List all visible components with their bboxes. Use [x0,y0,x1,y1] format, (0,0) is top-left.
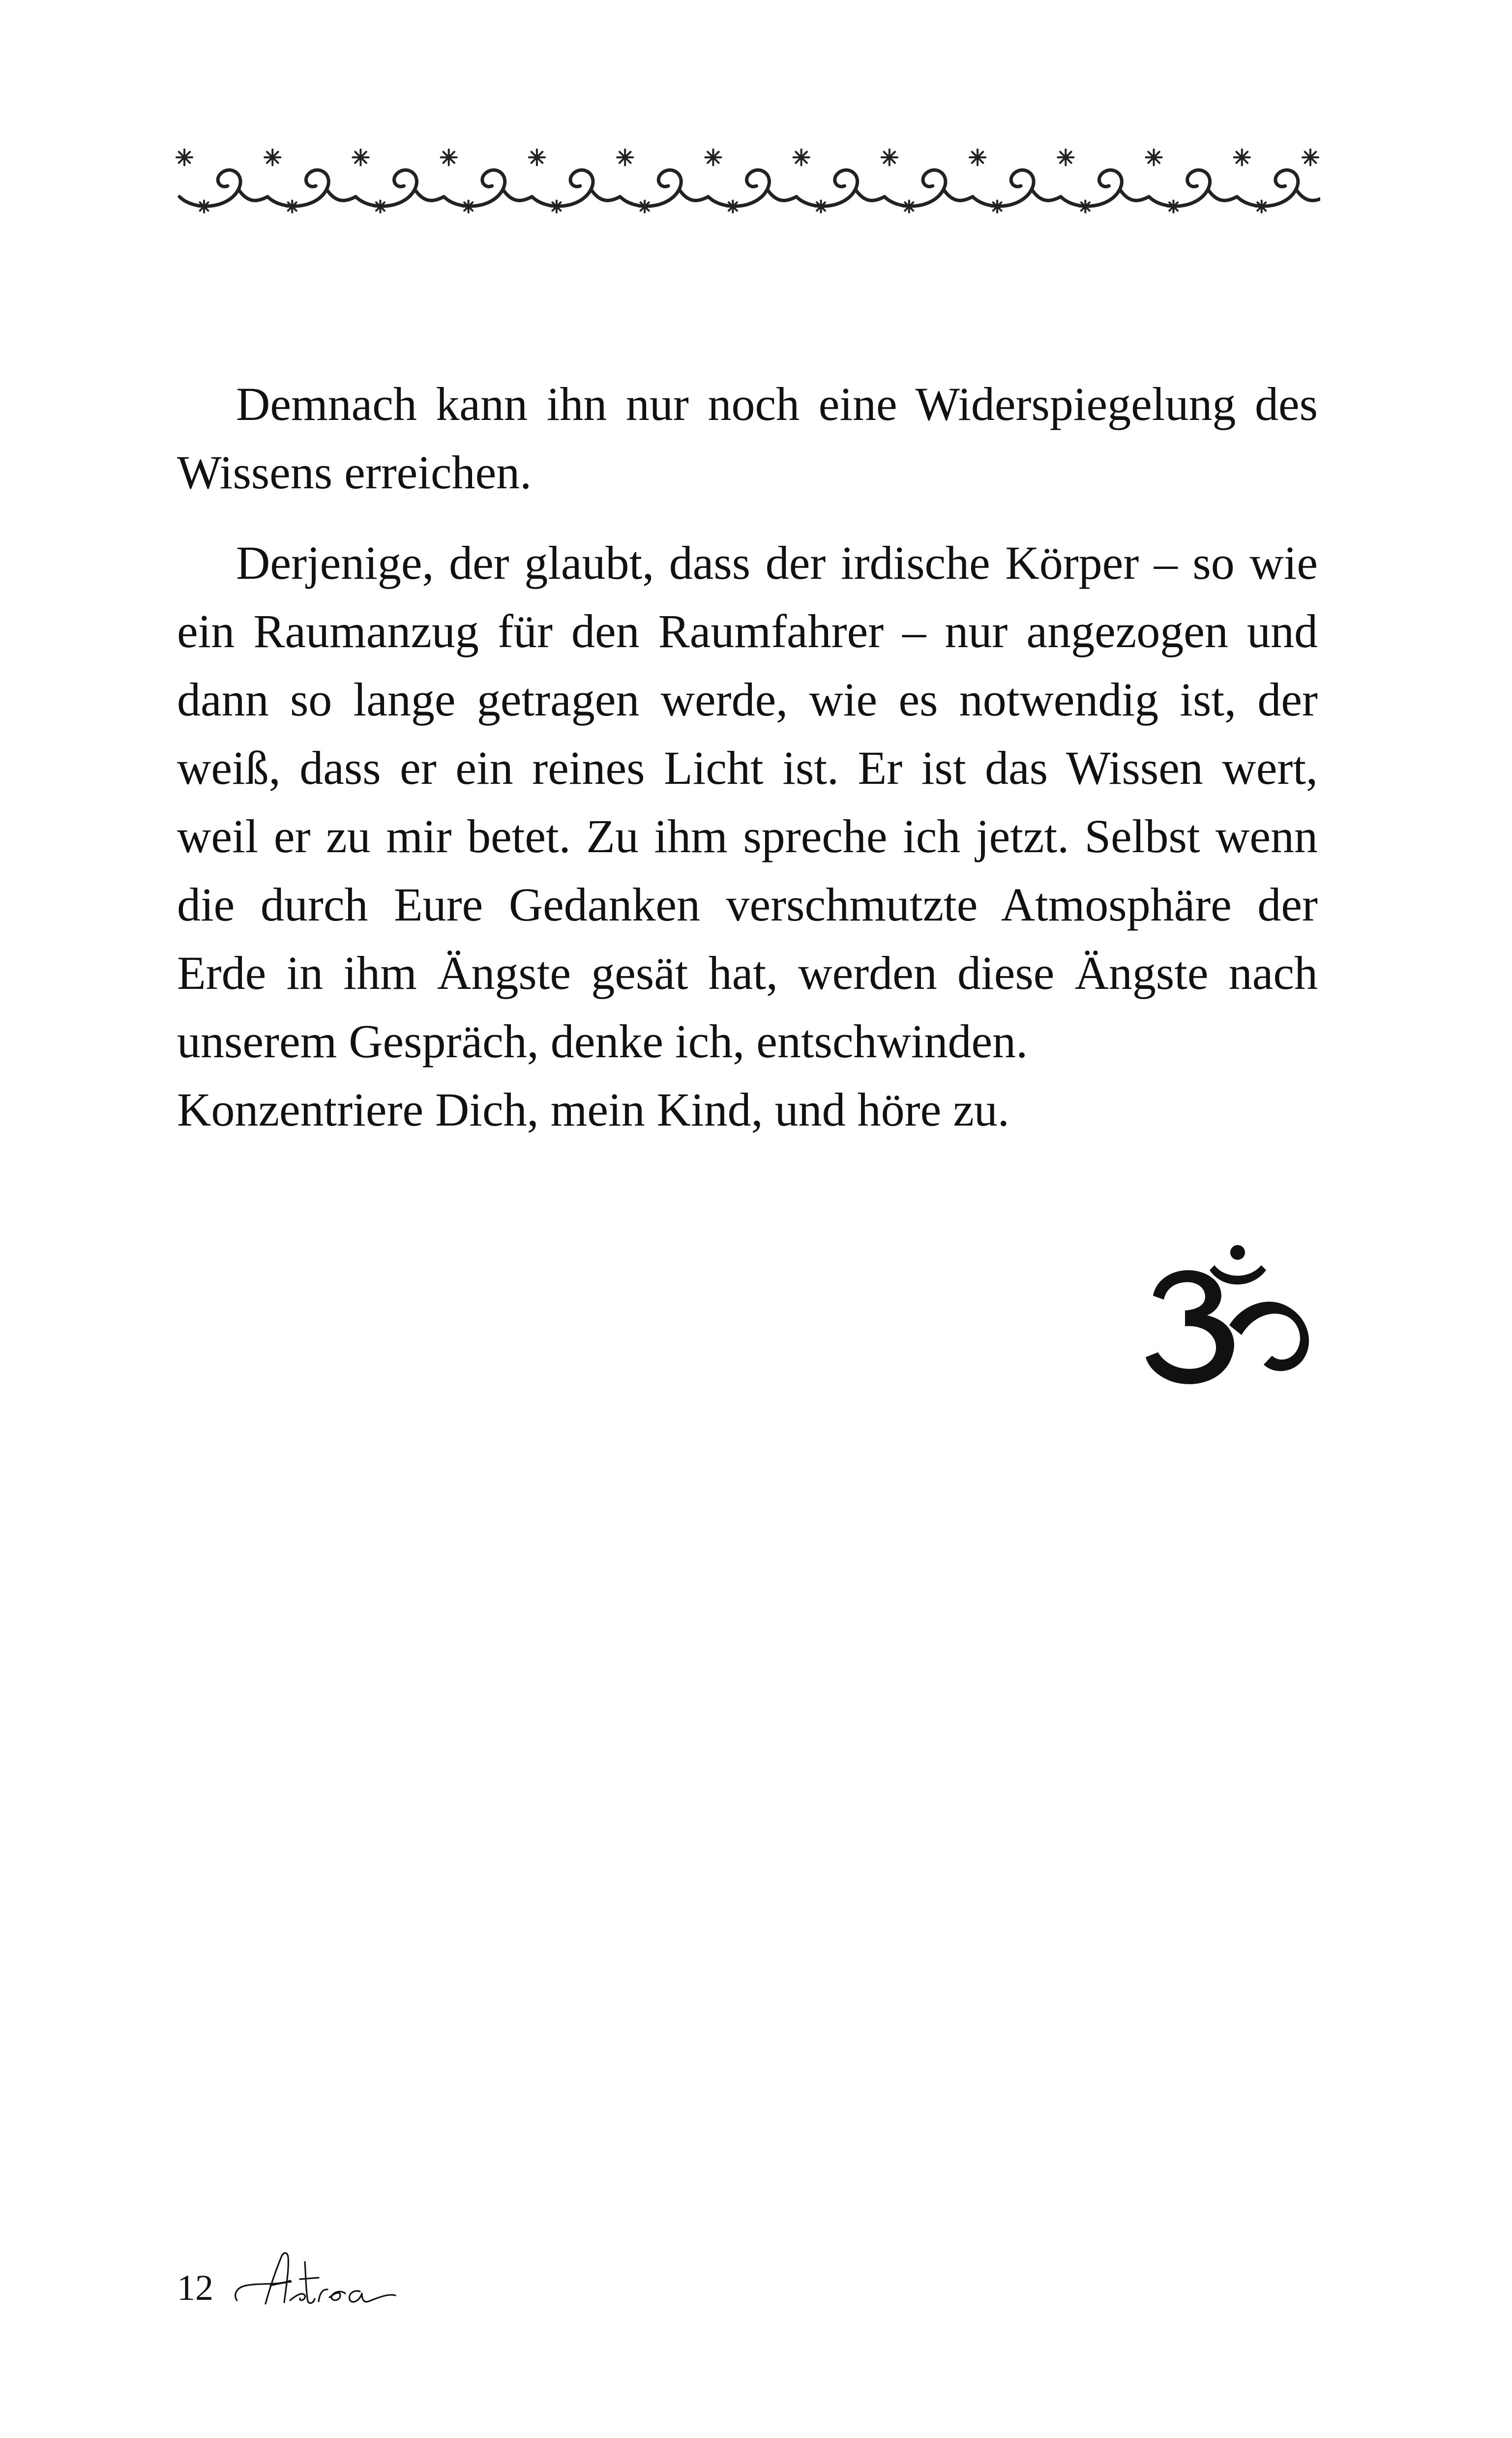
page-footer [177,2242,472,2316]
body-text [177,370,1318,1144]
paragraph: Demnach kann ihn nur noch eine Widerspiegelung des Wissens erreichen. [177,378,1318,499]
paragraph: Konzentriere Dich, mein Kind, und höre zu. [177,1083,1009,1136]
astrea-logo [231,2242,398,2316]
wave-star-ornament-icon [175,138,1320,221]
paragraph: Derjenige, der glaubt, dass der irdische Körper – so wie ein Raumanzug für den Raumfahrer – nur angezogen und dann so lange getragen werde, wie es notwendig ist, der weiß, dass er ein reines Licht ist. Er ist das Wissen wert, weil er zu mir betet. Zu ihm spreche ich jetzt. Selbst wenn die durch Eure Gedanken verschmutzte Atmosphäre der Erde in ihm Ängste gesät hat, werden diese Ängste nach unserem Gespräch, denke ich, entschwinden. [177,536,1318,1068]
page-number: 12 [177,2268,213,2308]
om-symbol-icon [1143,1242,1320,1392]
